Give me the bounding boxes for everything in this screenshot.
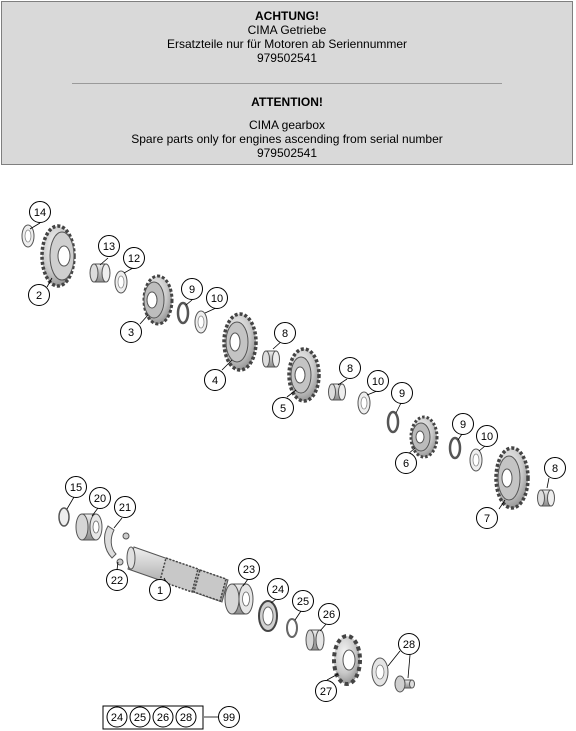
part-8-needle-bearing xyxy=(538,490,555,506)
callout-99 xyxy=(219,707,240,728)
part-9-circlip xyxy=(450,438,460,458)
notice-german-line1: CIMA Getriebe xyxy=(247,23,327,37)
callout-10 xyxy=(207,288,228,309)
part-23-ball-bearing xyxy=(225,584,253,614)
callout-label: 9 xyxy=(398,388,406,400)
kit-item-label: 26 xyxy=(156,712,170,724)
callout-1 xyxy=(150,580,171,601)
kit-box xyxy=(103,706,203,729)
callout-2 xyxy=(29,285,50,306)
notice-english-heading: ATTENTION! xyxy=(251,95,323,109)
notice-german-line3: 979502541 xyxy=(256,51,318,65)
part-25-o-ring xyxy=(287,619,297,637)
callout-8 xyxy=(545,458,566,479)
part-8-needle-bearing xyxy=(329,384,346,400)
callout-20 xyxy=(90,488,111,509)
callout-8 xyxy=(340,358,361,379)
part-9-circlip xyxy=(388,412,398,432)
callout-22 xyxy=(107,570,128,591)
callout-label: 10 xyxy=(480,431,494,443)
part-9-circlip xyxy=(178,303,188,323)
kit-item-label: 28 xyxy=(179,712,193,724)
callout-label: 26 xyxy=(322,609,336,621)
notice-german-line2: Ersatzteile nur für Motoren ab Seriennummer xyxy=(166,37,408,51)
part-8-needle-bearing xyxy=(263,351,280,367)
callout-label: 15 xyxy=(69,482,83,494)
callout-3 xyxy=(121,322,142,343)
part-10-washer xyxy=(195,311,207,333)
callout-label: 14 xyxy=(33,207,47,219)
callout-23 xyxy=(239,559,260,580)
part-26-spacer-sleeve xyxy=(306,630,324,650)
part-13-needle-bearing xyxy=(90,264,110,282)
callout-6 xyxy=(396,453,417,474)
callout-label: 8 xyxy=(551,463,559,475)
callout-15 xyxy=(66,477,87,498)
callout-label: 1 xyxy=(156,585,164,597)
callout-label: 8 xyxy=(281,328,289,340)
callout-8 xyxy=(275,323,296,344)
callout-label: 27 xyxy=(319,686,333,698)
callout-label: 22 xyxy=(110,575,124,587)
callout-10 xyxy=(477,426,498,447)
callout-label: 23 xyxy=(242,564,256,576)
callout-21 xyxy=(115,497,136,518)
callout-label: 25 xyxy=(296,596,310,608)
callout-label: 2 xyxy=(35,290,43,302)
callout-7 xyxy=(477,508,498,529)
part-1-shaft xyxy=(127,547,228,602)
callout-label: 10 xyxy=(371,376,385,388)
callout-27 xyxy=(316,681,337,702)
part-4-gear xyxy=(224,314,256,370)
part-6-gear xyxy=(411,417,437,457)
part-21-retaining-plate xyxy=(105,526,129,565)
callout-24 xyxy=(268,579,289,600)
callout-28 xyxy=(399,634,420,655)
callout-label: 4 xyxy=(211,375,219,387)
callout-12 xyxy=(124,248,145,269)
part-5-gear xyxy=(289,349,319,401)
part-10-washer xyxy=(358,392,370,414)
callout-label: 3 xyxy=(127,327,135,339)
part-3-gear xyxy=(144,276,172,324)
callout-10 xyxy=(368,371,389,392)
callout-14 xyxy=(30,202,51,223)
callout-label: 6 xyxy=(402,458,410,470)
callout-label: 12 xyxy=(127,253,141,265)
part-15-ring xyxy=(59,508,69,526)
leader-lines xyxy=(30,223,549,717)
callout-9 xyxy=(453,414,474,435)
callout-13 xyxy=(99,236,120,257)
part-28-bolt xyxy=(395,676,415,692)
callout-label: 5 xyxy=(279,403,287,415)
callout-label: 21 xyxy=(118,502,132,514)
callout-5 xyxy=(273,398,294,419)
part-7-gear xyxy=(496,448,528,508)
notice-english-line1: CIMA gearbox xyxy=(248,118,326,132)
callout-4 xyxy=(205,370,226,391)
part-27-sprocket xyxy=(334,636,360,684)
callout-label: 28 xyxy=(402,639,416,651)
part-10-washer xyxy=(470,449,482,471)
callout-9 xyxy=(182,279,203,300)
callout-label: 7 xyxy=(483,513,491,525)
callout-label: 24 xyxy=(271,584,285,596)
part-24-shaft-seal xyxy=(259,601,277,631)
part-12-washer xyxy=(115,271,127,293)
part-2-gear xyxy=(42,226,74,286)
notice-english-line3: 979502541 xyxy=(256,146,318,160)
callout-label: 9 xyxy=(188,284,196,296)
part-20-ball-bearing xyxy=(76,514,102,540)
part-28-lock-washer xyxy=(372,658,388,686)
callout-9 xyxy=(392,383,413,404)
callout-26 xyxy=(319,604,340,625)
callout-label: 8 xyxy=(346,363,354,375)
part-14-washer xyxy=(22,225,34,247)
callout-label: 9 xyxy=(459,419,467,431)
callout-25 xyxy=(293,591,314,612)
kit-item-label: 24 xyxy=(110,712,124,724)
callout-label: 20 xyxy=(93,493,107,505)
callout-label: 13 xyxy=(102,241,116,253)
callout-label: 10 xyxy=(210,293,224,305)
notice-german-heading: ACHTUNG! xyxy=(255,9,319,23)
callout-label: 99 xyxy=(222,712,236,724)
notice-english-line2: Spare parts only for engines ascending from serial number xyxy=(131,132,443,146)
kit-item-label: 25 xyxy=(133,712,147,724)
